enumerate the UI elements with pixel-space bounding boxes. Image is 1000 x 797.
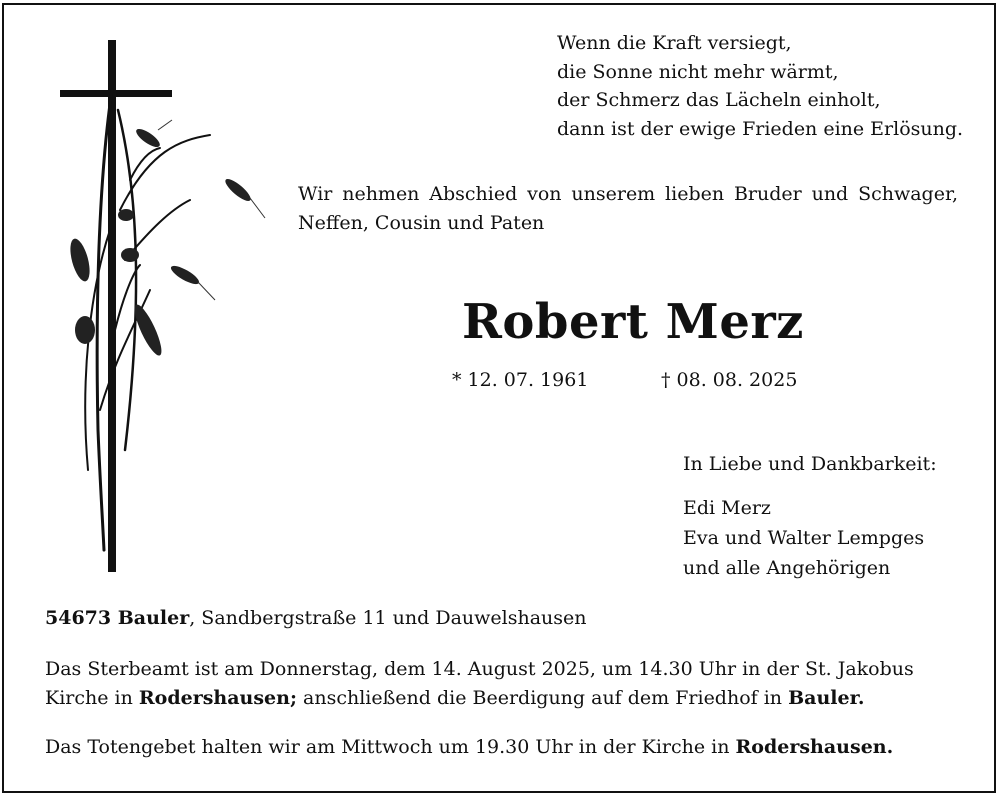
rosary-info <box>45 733 893 762</box>
poem <box>557 29 963 143</box>
deceased-name: Robert Merz <box>462 294 804 350</box>
funeral-service-info <box>45 655 965 713</box>
service-place-church: Rodershausen; <box>138 687 297 709</box>
rosary-text: Das Totengebet halten wir am Mittwoch um 19.30 Uhr in der Kirche in <box>45 736 736 758</box>
cross-with-wheat-icon <box>40 30 280 580</box>
poem-line: dann ist der ewige Frieden eine Erlösung. <box>557 117 964 140</box>
mourner-name: Eva und Walter Lempges <box>683 527 925 549</box>
death-date: † 08. 08. 2025 <box>661 369 798 391</box>
intro-text <box>298 180 958 238</box>
service-text: Das Sterbeamt ist am Donnerstag, dem 14. August 2025, um 14.30 Uhr in der St. Jakobus Kirche in <box>45 658 914 709</box>
poem-line: die Sonne nicht mehr wärmt, <box>557 60 839 83</box>
service-text-burial: anschließend die Beerdigung auf dem Friedhof in <box>296 687 789 709</box>
service-place-cemetery: Bauler. <box>788 687 865 709</box>
mourner-name: Edi Merz <box>683 497 771 519</box>
intro-line-1: Wir nehmen Abschied von unserem lieben Bruder und Schwager, <box>298 183 958 205</box>
mourners-list <box>683 494 924 584</box>
address-street: , Sandbergstraße 11 und Dauwelshausen <box>189 607 587 629</box>
rosary-place: Rodershausen. <box>735 736 894 758</box>
mourner-name: und alle Angehörigen <box>683 557 891 579</box>
poem-line: der Schmerz das Lächeln einholt, <box>557 89 881 111</box>
birth-date: * 12. 07. 1961 <box>452 369 589 391</box>
mourners-heading: In Liebe und Dankbarkeit: <box>683 453 937 475</box>
address <box>45 604 587 633</box>
intro-line-2: Neffen, Cousin und Paten <box>298 212 545 234</box>
address-town: 54673 Bauler <box>45 607 190 629</box>
poem-line: Wenn die Kraft versiegt, <box>557 32 792 54</box>
